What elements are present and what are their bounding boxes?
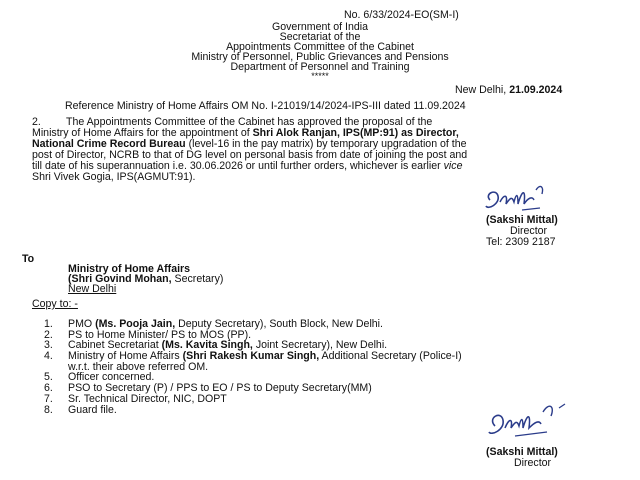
signatory-tel: Tel: 2309 2187 xyxy=(486,236,556,248)
place-date: New Delhi, 21.09.2024 xyxy=(455,84,563,96)
header-secretariat: Secretariat of the xyxy=(279,31,361,43)
header-ministry: Ministry of Personnel, Public Grievances and Pensions xyxy=(191,51,449,63)
body-line-2: Ministry of Home Affairs for the appointment of Shri Alok Ranjan, IPS(MP:91) as Director, xyxy=(32,127,459,139)
signatory2-name: (Sakshi Mittal) xyxy=(486,446,558,458)
body-line-4: post of Director, NCRB to that of DG level on personal basis from date of joining the post and xyxy=(32,149,468,161)
to-label: To xyxy=(22,253,35,265)
para-number: 2. xyxy=(32,116,41,128)
document-page: No. 6/33/2024-EO(SM-I) Government of India Secretariat of the Appointments Committee of the Cabinet Ministry of Personnel, Public Grievances and Pensions Department of Personnel and Training ***** New Delhi, 21.09.2024 Reference Ministry of Home Affairs OM No. I-21019/14/2024-IPS-III dated 11.09.2024 2. The Appointments Committee of the Cabinet has approved the proposal of the Ministry of Home Affairs for the appointment of Shri Alok Ranjan, IPS(MP:91) as Director, National Crime Record Bureau (level-16 in the pay matrix) by temporary upgradation of the post of Director, NCRB to that of DG level on personal basis from date of joining the post and till date of his superannuation i.e. 30.06.2026 or until further orders, whichever is earlier vice Shri Vivek Gogia, IPS(AGMUT:91). (Sakshi Mittal) Director Tel: 2309 2187 To Ministry of Home Affairs (Shri Govind Mohan, Secretary) New Delhi Copy to: - 1. PMO (Ms. Pooja Jain, Deputy Secretary), South Block, New Delhi. 2. PS to Home Minister/ PS to MOS (PP). 3. Cabinet Secretariat (Ms. Kavita Singh, Joint Secretary), New Delhi. 4. Ministry of Home Affairs (Shri Rakesh Kumar Singh, Additional Secretary (Police-I) w.r.t. their above referred OM. 5. Officer concerned. 6. PSO to Secretary (P) / PPS to EO / PS to Deputy Secretary(MM) 7. Sr. Technical Director, NIC, DOPT 8. Guard file. (Sakshi Mittal) Director xyxy=(0,0,640,480)
reference-line: Reference Ministry of Home Affairs OM No. I-21019/14/2024-IPS-III dated 11.09.2024 xyxy=(65,100,466,112)
header-department: Department of Personnel and Training xyxy=(230,61,410,73)
body-line-1: The Appointments Committee of the Cabinet has approved the proposal of the xyxy=(66,116,433,128)
to-person: (Shri Govind Mohan, Secretary) xyxy=(68,273,224,285)
signatory2-designation: Director xyxy=(514,457,552,469)
header-government: Government of India xyxy=(272,21,368,33)
signatory-designation: Director xyxy=(510,225,548,237)
to-org: Ministry of Home Affairs xyxy=(68,263,191,275)
body-line-5: till date of his superannuation i.e. 30.06.2026 or until further orders, whichever is earlier vice xyxy=(32,160,463,172)
signature-image-2 xyxy=(485,398,575,448)
body-line-6: Shri Vivek Gogia, IPS(AGMUT:91). xyxy=(32,171,196,183)
body-line-3: National Crime Record Bureau (level-16 in the pay matrix) by temporary upgradation of the xyxy=(32,138,467,150)
header-acc: Appointments Committee of the Cabinet xyxy=(226,41,414,53)
copy-to-label: Copy to: - xyxy=(32,298,78,310)
signatory-name: (Sakshi Mittal) xyxy=(486,214,558,226)
to-city: New Delhi xyxy=(68,283,117,295)
header-stars: ***** xyxy=(311,71,329,81)
